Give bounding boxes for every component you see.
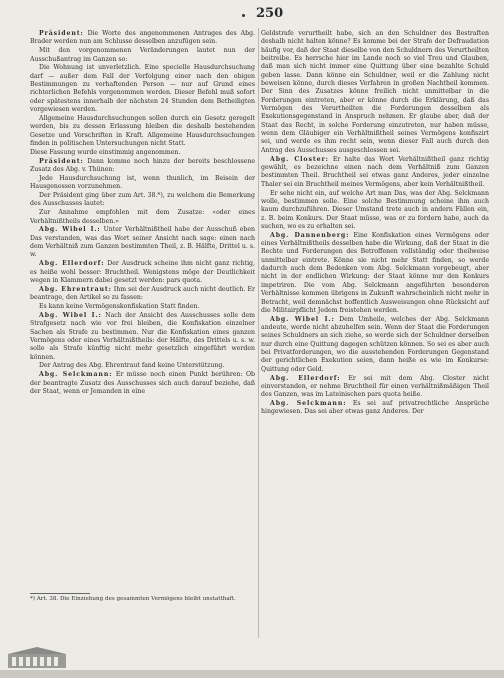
- paragraph: [261, 156, 489, 189]
- paragraph-text: Die Wohnung ist unverletzlich. Eine specielle Hausdurchsuchung darf — außer dem Fall der Verfolgung einer nach den obigen Bestimmungen zu verhaftenden Person — nur auf Grund eines richterlichen Befehls vorgenommen werden. Dieser Befehl muß sofort oder spätestens innerhalb der nächsten 24 Stunden dem Betheiligten vorgewiesen werden.: [30, 64, 255, 114]
- paragraph: [261, 190, 489, 232]
- paragraph: [30, 192, 255, 209]
- paragraph: [30, 226, 255, 259]
- paragraph: [261, 30, 489, 155]
- paragraph-text: Nach der Ansicht des Ausschusses solle dem Strafgesetz nach wie vor frei bleiben, die Konfiskation einzelner Sachen als Strafe zu bestimmen. Nur die Konfiskation eines ganzen Vermögens oder eines Verhältnißtheils: der Hälfte, des Drittels u. s. w. solle als Strafe künftig nicht mehr gesetzlich eingeführt werden können.: [30, 311, 255, 361]
- paragraph-text: Der Ausdruck scheine ihm nicht ganz richtig, es heiße wohl besser: Bruchtheil. Wenigstens möge der Deutlichkeit wegen in Klammern dabei gesetzt werden: pars quota.: [30, 260, 255, 284]
- paragraph: [30, 115, 255, 148]
- paragraph-text: Zur Annahme empfohlen mit dem Zusatze: «oder eines Verhältnißtheils desselben.»: [30, 209, 255, 225]
- paragraph: [30, 303, 255, 311]
- paragraph-text: Er sei mit dem Abg. Closter nicht einverstanden, er nehme Bruchtheil für einen verhältnißmäßigen Theil des Ganzen, was im Lateinischen pars quota heiße.: [261, 374, 489, 399]
- paragraph: [30, 362, 255, 370]
- speaker-name: Abg. Wibel I.:: [270, 315, 335, 323]
- paragraph-text: Geldstrafe verurtheilt habe, sich an den Schuldner des Bestraften deshalb nicht halten könne? Es komme bei der Strafe der Defraudation häufig vor, daß der Staat dieselbe von den Schuldnern des Verurtheilten beitreibe. Es herrsche hier im Lande noch so viel Treu und Glauben, daß man sich nicht immer eine Quittung über eine bezahlte Schuld geben lasse. Dann könne ein Schuldner, weil er die Zahlung nicht beweisen könne, durch dieses Verfahren in großen Nachtheil kommen. Der Sinn des Zusatzes könne freilich nicht unmittelbar in die Forderungen eintreten, aber er könne durch die Erklärung, daß das Vermögen des Verurtheilten die Forderungen desselben als Exekutionsgegenstand in Anspruch nehmen. Er glaube aber, daß der Staat das Recht, in solche Forderung einzutreten, nur haben müsse, wenn dem Gläubiger ein Verhältnißtheil seines Vermögens konfiszirt sei, und werde es ihm recht sein, wenn dieser Fall auch durch den Antrag des Ausschusses ausgeschlossen sei.: [261, 30, 489, 154]
- paragraph-text: Es sei auf privatrechtliche Ansprüche hingewiesen. Das sei aber etwas ganz Anderes. Der: [261, 400, 489, 416]
- left-column: [30, 30, 255, 397]
- ink-mark: [242, 14, 245, 17]
- speaker-name: Abg. Wibel I.:: [39, 311, 102, 319]
- paragraph: [261, 375, 489, 400]
- paragraph: [261, 232, 489, 315]
- paragraph-text: Jede Hausdurchsuchung ist, wenn thunlich, im Beisein der Hausgenossen vorzunehmen.: [30, 174, 255, 191]
- speaker-name: Abg. Ellerdorf:: [270, 374, 341, 382]
- paragraph-text: Er müsse noch einen Punkt berühren: Ob der beantragte Zusatz des Ausschusses sich auch darauf beziehe, daß der Staat, wenn er Jemanden in eine: [30, 371, 255, 395]
- paragraph: [30, 286, 255, 303]
- speaker-name: Abg. Ehrentraut:: [39, 285, 112, 293]
- library-stamp-icon: [6, 646, 68, 670]
- paragraph-text: Er sehe nicht ein, auf welche Art man Das, was der Abg. Selckmann wolle, bestimmen solle. Eine solche Bestimmung scheine ihm auch kaum durchzuführen. Dieser Umstand trete auch in andern Fällen ein, z. B. beim Konkurs. Der Staat müsse, was er zu fordern habe, auch da suchen, wo es zu erhalten sei.: [261, 189, 489, 230]
- paragraph-text: Eine Konfiskation eines Vermögens oder eines Verhältnißtheils desselben habe die Wirkung, daß der Staat in die Rechte und Forderungen des Betroffenen vollständig oder theilweise unmittelbar eintrete. Könne sie nicht mehr Statt finden, so werde dadurch auch dem Bedenken vom Abg. Selckmann vorgebeugt, aber nicht in der endlichen Wirkung: der Staat könne nur den Konkurs impetriren. Die vom Abg. Selckmann angeführten besonderen Verhältnisse kommen übrigens in Zukunft wahrscheinlich nicht mehr in Betracht, weil demnächst hoffentlich Ausweisungen ohne Rücksicht auf die Militairpflicht Jedem freistehen werden.: [261, 231, 489, 314]
- paragraph-text: Ihm sei der Ausdruck auch nicht deutlich. Er beantrage, den Artikel so zu fassen:: [30, 285, 255, 302]
- paragraph-text: Diese Fassung wurde einstimmig angenommen.: [30, 148, 181, 156]
- speaker-name: Abg. Dannenberg:: [270, 231, 350, 239]
- paragraph-text: Dem Umheile, welches der Abg. Selckmann andeute, werde nicht abzuhelfen sein. Wenn der Staat die Forderungen seines Schuldners an sich ziehe, so werde sich der Schuldner derselben nur durch eine Quittung dagegen schützen können. So sei es aber auch bei Privatforderungen, wo die ausstehenden Forderungen Gegenstand der gerichtlichen Exekution seien, dann heiße es wie im Konkurse: Quittung oder Geld.: [261, 315, 490, 373]
- column-divider: [258, 28, 259, 638]
- paragraph: [30, 149, 255, 157]
- speaker-name: Abg. Closter:: [270, 155, 329, 163]
- right-column: [261, 30, 489, 417]
- paragraph-text: Allgemeine Hausdurchsuchungen sollen durch ein Gesetz geregelt werden, bis zu dessen Erlassung bleiben die deshalb bestehenden Gesetze und Vorschriften in Kraft. Allgemeine Hausdurchsuchungen finden in politischen Untersuchungen nicht Statt.: [30, 114, 255, 147]
- paragraph-text: Unter Verhältnißtheil habe der Ausschuß eben Das verstanden, was das Wort seiner Ansicht nach sage: einen nach dem Verhältniß zum Ganzen bestimmten Theil, z. B. Hälfte, Drittel u. s. w.: [30, 226, 255, 259]
- speaker-name: Präsident:: [39, 30, 84, 37]
- speaker-name: Präsident:: [39, 157, 84, 165]
- paragraph: [261, 400, 489, 417]
- page-number: 250: [256, 6, 284, 21]
- footnote: *) Art. 38. Die Einziehung des gesammten Vermögens bleibt unstatthaft.: [30, 596, 236, 602]
- paragraph: [30, 312, 255, 362]
- scan-edge: [0, 670, 504, 678]
- paragraph-text: Die Worte des angenommenen Antrages des Abg. Brader werden nun am Schlusse desselben anzufügen sein.: [30, 30, 255, 46]
- speaker-name: Abg. Wibel I.:: [39, 226, 101, 234]
- speaker-name: Abg. Selckmann:: [39, 371, 113, 379]
- paragraph-text: Dann komme noch hinzu der bereits beschlossene Zusatz des Abg. v. Thünen:: [30, 157, 255, 173]
- paragraph: [30, 30, 255, 47]
- footnote-rule: [30, 593, 90, 594]
- paragraph: [30, 158, 255, 175]
- paragraph-text: Der Antrag des Abg. Ehrentraut fand keine Unterstützung.: [39, 362, 225, 370]
- paragraph-text: Der Präsident ging über zum Art. 38.*), zu welchem die Bemerkung des Ausschusses lautet:: [30, 192, 255, 208]
- speaker-name: Abg. Ellerdorf:: [39, 260, 105, 268]
- paragraph: [30, 371, 255, 396]
- paragraph: [30, 64, 255, 114]
- paragraph: [30, 175, 255, 192]
- paragraph-text: Es kann keine Vermögenskonfiskation Statt finden.: [39, 303, 200, 310]
- paragraph: [30, 260, 255, 285]
- speaker-name: Abg. Selckmann:: [270, 400, 347, 408]
- paragraph: [261, 316, 489, 374]
- paragraph: [30, 209, 255, 226]
- paragraph-text: Mit den vorgenommenen Veränderungen lautet nun der Ausschußantrag im Ganzen so:: [30, 47, 255, 63]
- paragraph-text: Er halte das Wort Verhältnißtheil ganz richtig gewählt, es bezeichne einen nach dem Verhältniß zum Ganzen bestimmten Theil. Bruchtheil sei etwas ganz Anderes, jeder einzelne Thaler sei ein Bruchtheil meines Vermögens, aber kein Verhältnißtheil.: [261, 155, 490, 188]
- paragraph: [30, 47, 255, 64]
